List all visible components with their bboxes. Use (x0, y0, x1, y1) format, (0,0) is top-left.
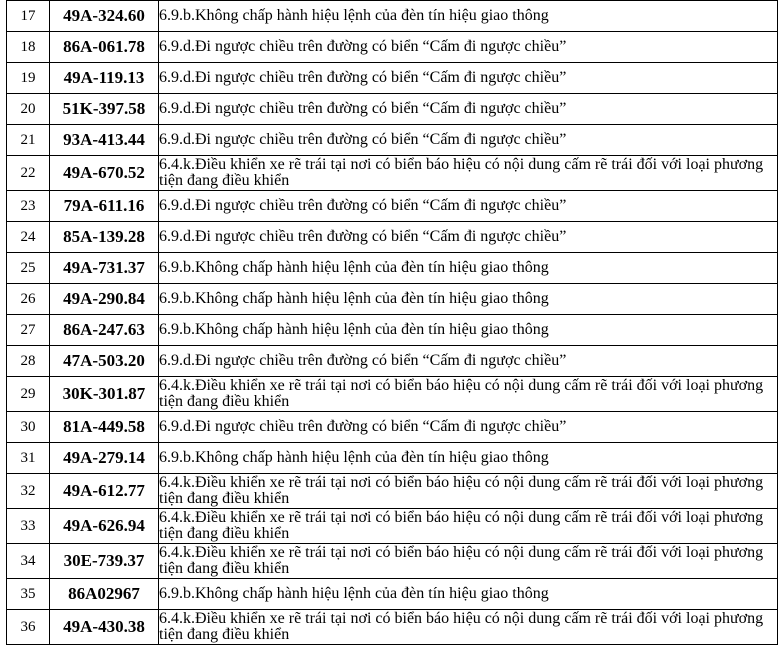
table-row (7, 32, 778, 63)
license-plate-cell: 49A-290.84 (50, 284, 159, 315)
table-row (7, 544, 778, 579)
violation-description-text: 6.4.k.Điều khiển xe rẽ trái tại nơi có biển báo hiệu có nội dung cấm rẽ trái đối với loại phương tiện đang điều khiển (159, 156, 764, 189)
violation-description-text: 6.9.d.Đi ngược chiều trên đường có biển “Cấm đi ngược chiều” (159, 417, 567, 435)
table-row (7, 191, 778, 222)
violation-description-text: 6.9.b.Không chấp hành hiệu lệnh của đèn tín hiệu giao thông (159, 258, 549, 276)
row-index-cell: 17 (7, 1, 50, 32)
row-index-cell: 19 (7, 63, 50, 94)
license-plate-cell: 86A-247.63 (50, 315, 159, 346)
table-row (7, 125, 778, 156)
license-plate-cell: 81A-449.58 (50, 412, 159, 443)
violation-description-cell (159, 315, 778, 346)
violation-description-cell (159, 284, 778, 315)
violation-description-cell (159, 63, 778, 94)
violation-description-text: 6.9.b.Không chấp hành hiệu lệnh của đèn tín hiệu giao thông (159, 584, 549, 602)
violation-description-text: 6.9.b.Không chấp hành hiệu lệnh của đèn tín hiệu giao thông (159, 448, 549, 466)
violation-description-cell (159, 474, 778, 509)
table-row (7, 610, 778, 645)
violation-description-cell (159, 32, 778, 63)
table-row (7, 579, 778, 610)
license-plate-cell: 49A-324.60 (50, 1, 159, 32)
row-index-cell: 26 (7, 284, 50, 315)
license-plate-cell: 49A-670.52 (50, 156, 159, 191)
table-row (7, 443, 778, 474)
license-plate-cell: 49A-612.77 (50, 474, 159, 509)
license-plate-cell: 30K-301.87 (50, 377, 159, 412)
violation-description-text: 6.9.d.Đi ngược chiều trên đường có biển “Cấm đi ngược chiều” (159, 130, 567, 148)
violation-description-cell (159, 191, 778, 222)
violations-table-body (7, 1, 778, 645)
violation-description-cell (159, 509, 778, 544)
license-plate-cell: 30E-739.37 (50, 544, 159, 579)
license-plate-cell: 49A-430.38 (50, 610, 159, 645)
table-row (7, 377, 778, 412)
table-row (7, 253, 778, 284)
license-plate-cell: 86A-061.78 (50, 32, 159, 63)
table-row (7, 94, 778, 125)
violation-description-cell (159, 156, 778, 191)
license-plate-cell: 49A-279.14 (50, 443, 159, 474)
violation-description-cell (159, 222, 778, 253)
row-index-cell: 36 (7, 610, 50, 645)
violation-description-text: 6.4.k.Điều khiển xe rẽ trái tại nơi có biển báo hiệu có nội dung cấm rẽ trái đối với loại phương tiện đang điều khiển (159, 474, 764, 507)
license-plate-cell: 49A-119.13 (50, 63, 159, 94)
violation-description-cell (159, 377, 778, 412)
violation-description-cell (159, 346, 778, 377)
violation-description-cell (159, 443, 778, 474)
violation-description-text: 6.4.k.Điều khiển xe rẽ trái tại nơi có biển báo hiệu có nội dung cấm rẽ trái đối với loại phương tiện đang điều khiển (159, 377, 764, 410)
row-index-cell: 25 (7, 253, 50, 284)
violation-description-text: 6.9.d.Đi ngược chiều trên đường có biển “Cấm đi ngược chiều” (159, 227, 567, 245)
table-row (7, 63, 778, 94)
violation-description-text: 6.4.k.Điều khiển xe rẽ trái tại nơi có biển báo hiệu có nội dung cấm rẽ trái đối với loại phương tiện đang điều khiển (159, 610, 764, 643)
license-plate-cell: 93A-413.44 (50, 125, 159, 156)
violations-table (6, 0, 778, 645)
table-row (7, 509, 778, 544)
violation-description-text: 6.9.b.Không chấp hành hiệu lệnh của đèn tín hiệu giao thông (159, 320, 549, 338)
violation-description-text: 6.9.d.Đi ngược chiều trên đường có biển “Cấm đi ngược chiều” (159, 196, 567, 214)
license-plate-cell: 86A02967 (50, 579, 159, 610)
license-plate-cell: 49A-731.37 (50, 253, 159, 284)
violation-description-cell (159, 94, 778, 125)
violation-description-text: 6.9.d.Đi ngược chiều trên đường có biển “Cấm đi ngược chiều” (159, 351, 567, 369)
license-plate-cell: 85A-139.28 (50, 222, 159, 253)
violation-description-text: 6.9.b.Không chấp hành hiệu lệnh của đèn tín hiệu giao thông (159, 6, 549, 24)
row-index-cell: 27 (7, 315, 50, 346)
violation-description-cell (159, 579, 778, 610)
row-index-cell: 30 (7, 412, 50, 443)
violation-description-text: 6.9.d.Đi ngược chiều trên đường có biển “Cấm đi ngược chiều” (159, 99, 567, 117)
license-plate-cell: 47A-503.20 (50, 346, 159, 377)
row-index-cell: 21 (7, 125, 50, 156)
row-index-cell: 34 (7, 544, 50, 579)
table-row (7, 156, 778, 191)
violation-description-text: 6.4.k.Điều khiển xe rẽ trái tại nơi có biển báo hiệu có nội dung cấm rẽ trái đối với loại phương tiện đang điều khiển (159, 509, 764, 542)
table-row (7, 474, 778, 509)
table-row (7, 284, 778, 315)
row-index-cell: 31 (7, 443, 50, 474)
violation-description-cell (159, 1, 778, 32)
license-plate-cell: 49A-626.94 (50, 509, 159, 544)
row-index-cell: 28 (7, 346, 50, 377)
violation-description-text: 6.9.b.Không chấp hành hiệu lệnh của đèn tín hiệu giao thông (159, 289, 549, 307)
row-index-cell: 29 (7, 377, 50, 412)
table-row (7, 315, 778, 346)
violation-description-text: 6.4.k.Điều khiển xe rẽ trái tại nơi có biển báo hiệu có nội dung cấm rẽ trái đối với loại phương tiện đang điều khiển (159, 544, 764, 577)
violation-description-cell (159, 125, 778, 156)
table-row (7, 1, 778, 32)
violation-description-cell (159, 610, 778, 645)
row-index-cell: 33 (7, 509, 50, 544)
violation-description-cell (159, 544, 778, 579)
table-row (7, 412, 778, 443)
violation-description-cell (159, 253, 778, 284)
row-index-cell: 18 (7, 32, 50, 63)
license-plate-cell: 51K-397.58 (50, 94, 159, 125)
row-index-cell: 24 (7, 222, 50, 253)
table-row (7, 346, 778, 377)
license-plate-cell: 79A-611.16 (50, 191, 159, 222)
row-index-cell: 32 (7, 474, 50, 509)
row-index-cell: 20 (7, 94, 50, 125)
row-index-cell: 22 (7, 156, 50, 191)
table-row (7, 222, 778, 253)
violation-description-cell (159, 412, 778, 443)
violation-description-text: 6.9.d.Đi ngược chiều trên đường có biển “Cấm đi ngược chiều” (159, 37, 567, 55)
violation-description-text: 6.9.d.Đi ngược chiều trên đường có biển “Cấm đi ngược chiều” (159, 68, 567, 86)
row-index-cell: 23 (7, 191, 50, 222)
row-index-cell: 35 (7, 579, 50, 610)
